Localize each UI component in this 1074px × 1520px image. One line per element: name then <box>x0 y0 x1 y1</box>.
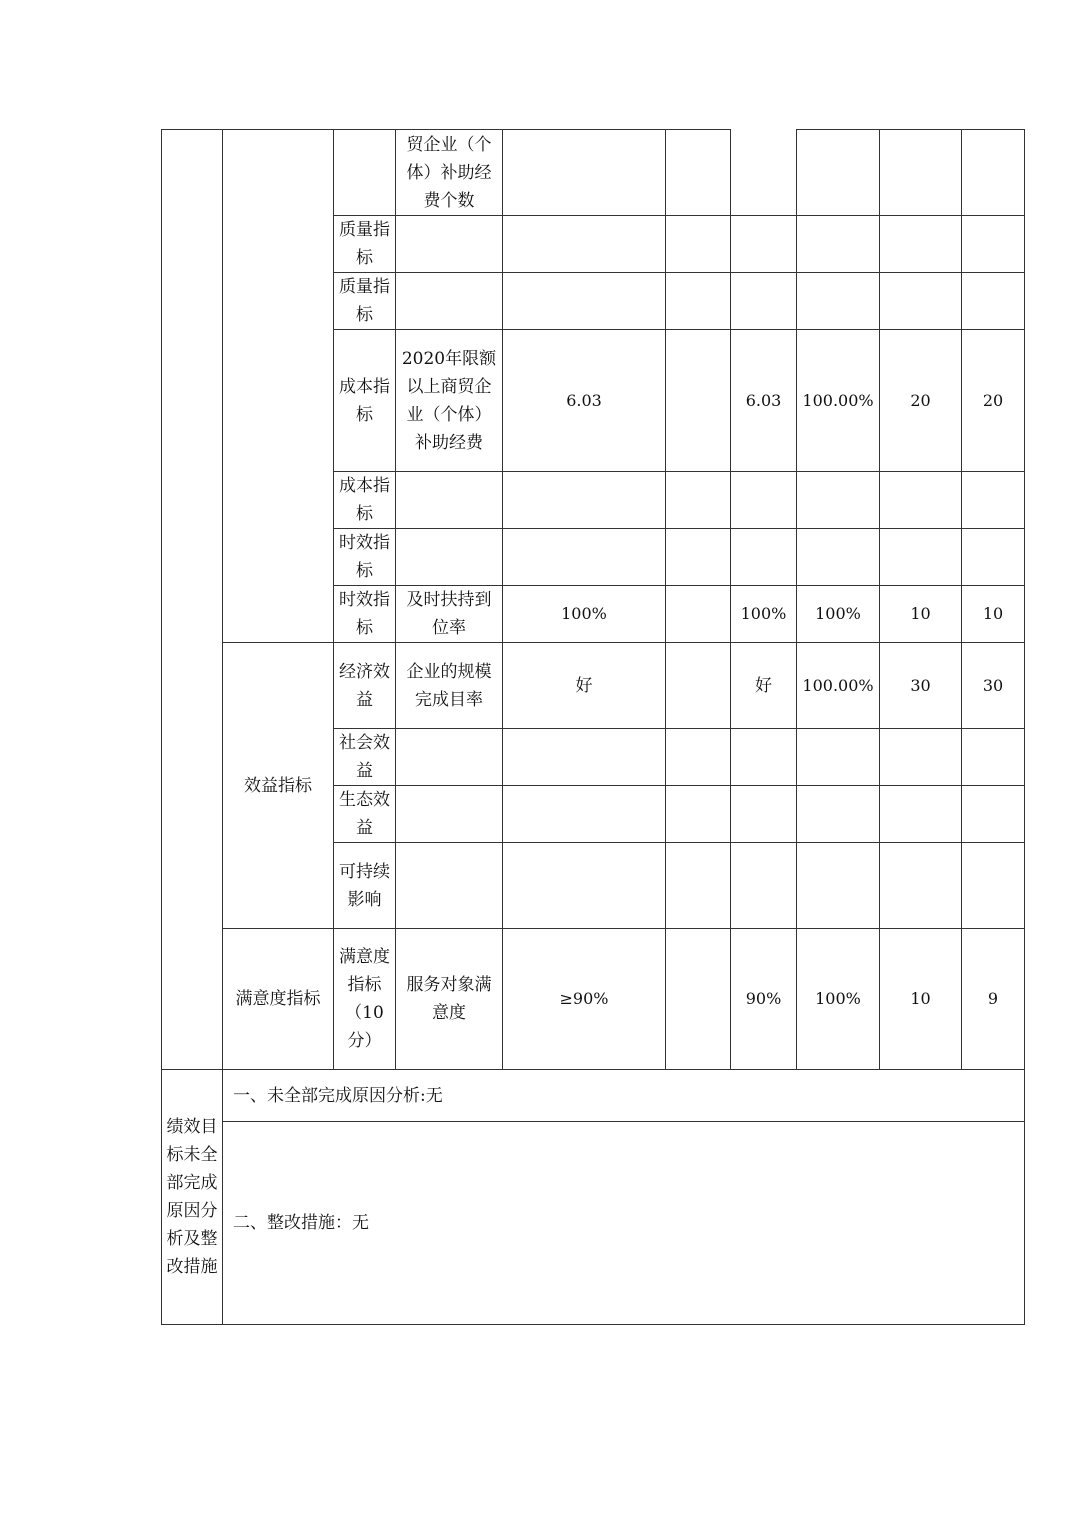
sub-indicator-cell: 时效指标 <box>334 586 396 643</box>
sub-indicator-cell: 可持续影响 <box>334 843 396 929</box>
table-row <box>162 643 1025 729</box>
actual-cell: 好 <box>731 643 797 729</box>
rate-cell: 100.00% <box>797 330 880 472</box>
sub-indicator-cell: 时效指标 <box>334 529 396 586</box>
weight-cell: 30 <box>880 643 962 729</box>
actual-cell: 100% <box>731 586 797 643</box>
category-cell-benefit: 效益指标 <box>223 643 334 929</box>
blank-cell <box>666 586 731 643</box>
outer-category-cell <box>162 130 223 1070</box>
table-row <box>162 929 1025 1070</box>
rate-cell: 100% <box>797 586 880 643</box>
reason-analysis-cell: 一、未全部完成原因分析:无 <box>223 1070 1025 1122</box>
table-row <box>162 130 1025 216</box>
score-cell: 10 <box>962 586 1025 643</box>
score-cell: 30 <box>962 643 1025 729</box>
table-row <box>162 1070 1025 1122</box>
performance-table <box>161 129 1025 1325</box>
rate-cell: 100% <box>797 929 880 1070</box>
indicator-cell: 贸企业（个体）补助经费个数 <box>396 130 503 216</box>
target-cell: 好 <box>503 643 666 729</box>
analysis-label-cell: 绩效目标未全部完成原因分析及整改措施 <box>162 1070 223 1325</box>
blank-cell <box>666 330 731 472</box>
rectification-measures-cell: 二、整改措施：无 <box>223 1122 1025 1325</box>
target-cell: 6.03 <box>503 330 666 472</box>
indicator-cell: 企业的规模完成目率 <box>396 643 503 729</box>
sub-indicator-cell: 成本指标 <box>334 472 396 529</box>
weight-cell: 10 <box>880 929 962 1070</box>
blank-cell <box>666 130 731 216</box>
score-cell: 9 <box>962 929 1025 1070</box>
category-cell-satisfaction: 满意度指标 <box>223 929 334 1070</box>
indicator-cell: 2020年限额以上商贸企业（个体）补助经费 <box>396 330 503 472</box>
target-cell <box>503 130 666 216</box>
actual-cell: 6.03 <box>731 330 797 472</box>
target-cell: 100% <box>503 586 666 643</box>
score-cell: 20 <box>962 330 1025 472</box>
blank-cell <box>666 929 731 1070</box>
sub-indicator-cell: 社会效益 <box>334 729 396 786</box>
category-cell-output <box>223 130 334 643</box>
score-cell <box>962 130 1025 216</box>
weight-cell: 20 <box>880 330 962 472</box>
sub-indicator-cell: 质量指标 <box>334 273 396 330</box>
blank-cell <box>666 643 731 729</box>
actual-cell: 90% <box>731 929 797 1070</box>
sub-indicator-cell <box>334 130 396 216</box>
sub-indicator-cell: 经济效益 <box>334 643 396 729</box>
rate-cell: 100.00% <box>797 643 880 729</box>
rate-cell <box>797 130 880 216</box>
sub-indicator-cell: 满意度指标（10分） <box>334 929 396 1070</box>
weight-cell: 10 <box>880 586 962 643</box>
actual-cell <box>731 130 797 216</box>
weight-cell <box>880 130 962 216</box>
target-cell: ≥90% <box>503 929 666 1070</box>
sub-indicator-cell: 生态效益 <box>334 786 396 843</box>
sub-indicator-cell: 质量指标 <box>334 216 396 273</box>
indicator-cell: 服务对象满意度 <box>396 929 503 1070</box>
indicator-cell: 及时扶持到位率 <box>396 586 503 643</box>
sub-indicator-cell: 成本指标 <box>334 330 396 472</box>
table-row <box>162 1122 1025 1325</box>
